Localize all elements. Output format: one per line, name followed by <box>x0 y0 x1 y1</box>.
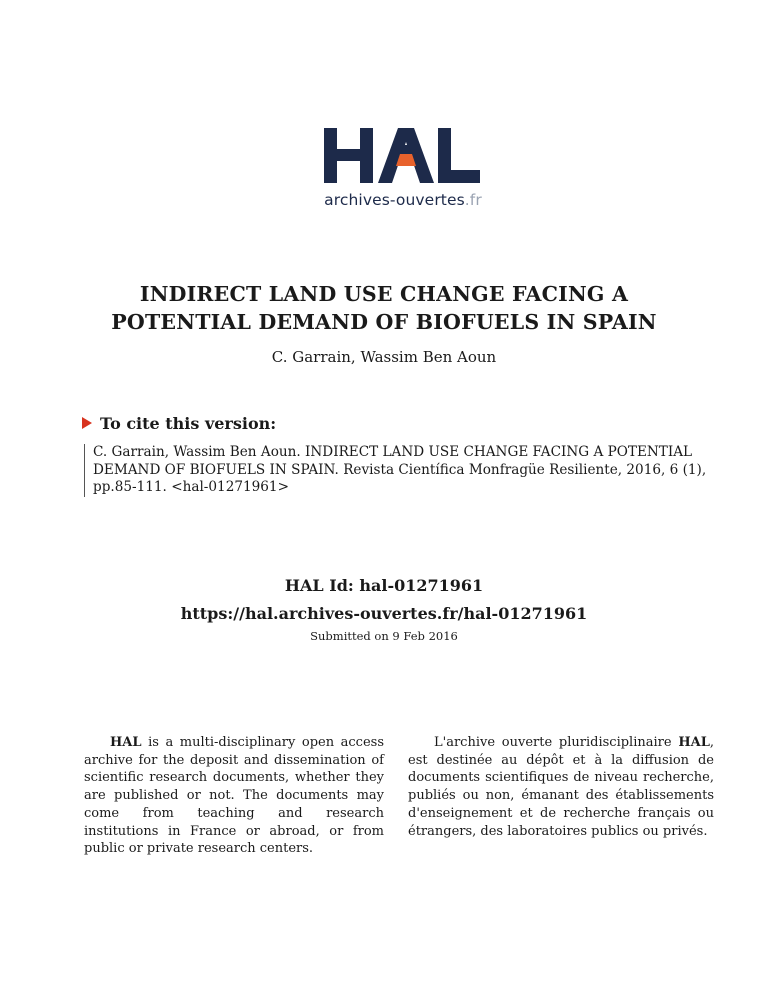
citation-line: DEMAND OF BIOFUELS IN SPAIN. Revista Científica Monfragüe Resiliente, 2016, 6 (1), <box>93 461 707 478</box>
submitted-date: Submitted on 9 Feb 2016 <box>310 629 458 643</box>
hal-bold-fr: HAL <box>678 735 710 750</box>
cite-heading: To cite this version: <box>82 414 276 433</box>
description-fr-lead: L'archive ouverte pluridisciplinaire <box>434 735 679 750</box>
french-description <box>408 734 714 840</box>
hal-logo-mark <box>322 124 484 188</box>
description-en: is a multi-disciplinary open access archive for the deposit and dissemination of scientific research documents, whether they are published or not. The documents may come from teaching and research institutions in France or abroad, or from public or private research centers. <box>84 735 384 857</box>
hal-url-link[interactable]: https://hal.archives-ouvertes.fr/hal-01271961 <box>180 604 588 623</box>
hal-id-block <box>60 572 708 628</box>
citation-text <box>84 444 735 497</box>
authors: C. Garrain, Wassim Ben Aoun <box>271 348 497 366</box>
hal-bold-en: HAL <box>110 735 142 750</box>
description-fr: , est destinée au dépôt et à la diffusion de documents scientifiques de niveau recherche, publiés ou non, émanant des établissements d'enseignement et de recherche français ou étrangers, des laboratoires publics ou privés. <box>408 735 714 839</box>
citation-line: C. Garrain, Wassim Ben Aoun. INDIRECT LAND USE CHANGE FACING A POTENTIAL <box>93 444 693 460</box>
hal-logo <box>322 124 484 209</box>
title-line: INDIRECT LAND USE CHANGE FACING A <box>139 282 629 306</box>
title-line: POTENTIAL DEMAND OF BIOFUELS IN SPAIN <box>111 310 657 334</box>
paper-title <box>60 280 708 336</box>
triangle-bullet-icon <box>82 417 92 429</box>
hal-logo-subtitle: archives-ouvertes.fr <box>324 191 482 209</box>
hal-id: HAL Id: hal-01271961 <box>284 576 484 595</box>
english-description <box>84 734 384 858</box>
citation-line: pp.85-111. <hal-01271961> <box>93 479 289 495</box>
